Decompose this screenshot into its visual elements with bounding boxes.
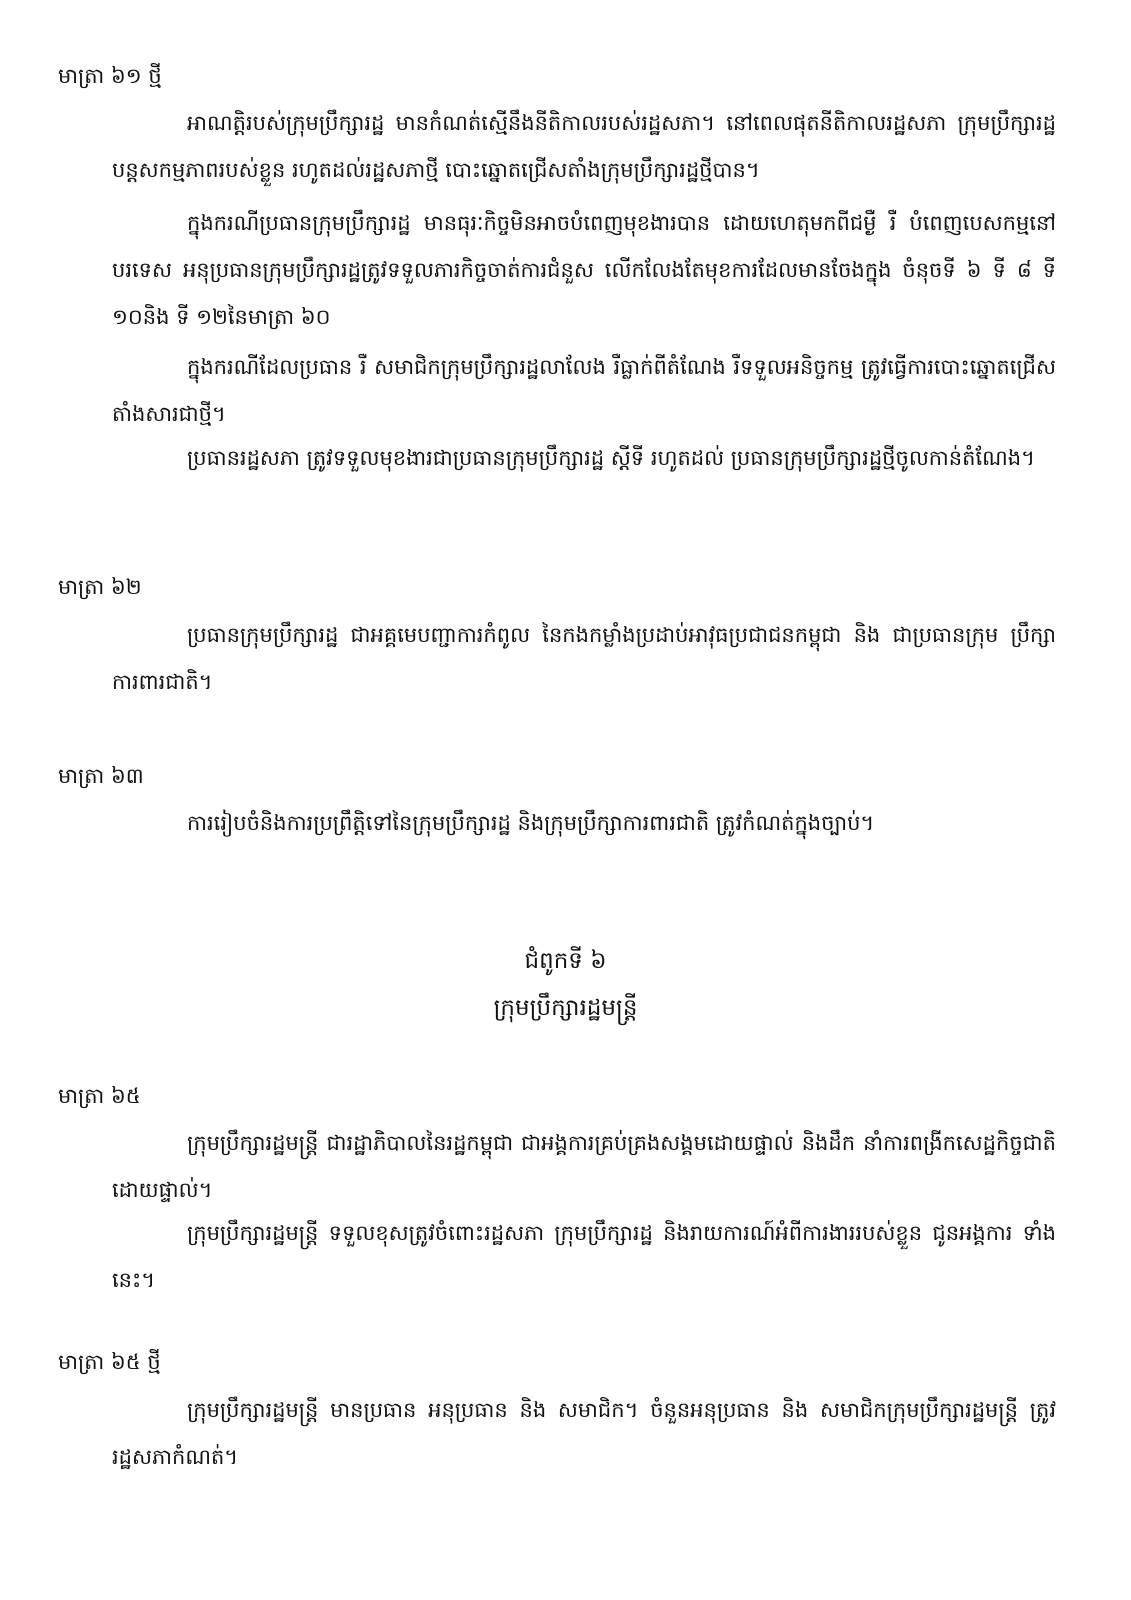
article-65-paragraph-2: ក្រុមប្រឹក្សារដ្ឋមន្ត្រី ទទួលខុសត្រូវចំពោះរដ្ឋសភា ក្រុមប្រឹក្សារដ្ឋ និងរាយការណ៍អំពីការងាររបស់ខ្លួន ជូនអង្គការ ទាំងនេះ។ <box>112 1221 1056 1292</box>
chapter-number: ជំពូកទី ៦ <box>524 948 607 974</box>
article-61-paragraph-1: អាណត្តិរបស់ក្រុមប្រឹក្សារដ្ឋ មានកំណត់ស្មើនឹងនីតិកាលរបស់រដ្ឋសភា។ នៅពេលផុតនីតិកាលរដ្ឋសភា ក្រុមប្រឹក្សារដ្ឋ បន្តសកម្មភាពរបស់ខ្លួន រហូតដល់រដ្ឋសភាថ្មី បោះឆ្នោតជ្រើសតាំងក្រុមប្រឹក្សារដ្ឋថ្មីបាន។ <box>112 111 1056 182</box>
article-61-paragraph-4: ប្រធានរដ្ឋសភា ត្រូវទទួលមុខងារជាប្រធានក្រុមប្រឹក្សារដ្ឋ ស្ដីទី រហូតដល់ ប្រធានក្រុមប្រឹក្សារដ្ឋថ្មីចូលកាន់តំណែង។ <box>187 446 1035 470</box>
chapter-title: ក្រុមប្រឹក្សារដ្ឋមន្ត្រី <box>493 995 638 1021</box>
article-65-new-paragraph-1: ក្រុមប្រឹក្សារដ្ឋមន្ត្រី មានប្រធាន អនុប្រធាន និង សមាជិក។ ចំនួនអនុប្រធាន និង សមាជិកក្រុមប្រឹក្សារដ្ឋមន្ត្រី ត្រូវរដ្ឋសភាកំណត់។ <box>112 1398 1056 1469</box>
article-65-paragraph-1: ក្រុមប្រឹក្សារដ្ឋមន្ត្រី ជារដ្ឋាភិបាលនៃរដ្ឋកម្ពុជា ជាអង្គការគ្រប់គ្រងសង្គមដោយផ្ទាល់ និងដឹក នាំការពង្រីកសេដ្ឋកិច្ចជាតិដោយផ្ទាល់។ <box>112 1131 1056 1202</box>
article-62-paragraph-1: ប្រធានក្រុមប្រឹក្សារដ្ឋ ជាអគ្គមេបញ្ជាការកំពូល នៃកងកម្លាំងប្រដាប់អាវុធប្រជាជនកម្ពុជា និង ជាប្រធានក្រុម ប្រឹក្សាការពារជាតិ។ <box>112 623 1056 694</box>
article-63-heading: មាត្រា ៦៣ <box>58 764 144 788</box>
article-65-new-heading: មាត្រា ៦៥ ថ្មី <box>58 1350 161 1374</box>
article-61-paragraph-2: ក្នុងករណីប្រធានក្រុមប្រឹក្សារដ្ឋ មានធុរៈកិច្ចមិនអាចបំពេញមុខងារបាន ដោយហេតុមកពីជម្ងឺ រឺ បំពេញបេសកម្មនៅបរទេស អនុប្រធានក្រុមប្រឹក្សារដ្ឋត្រូវទទួលភារកិច្ចចាត់ការជំនួស លើកលែងតែមុខការដែលមានចែងក្នុង ចំនុចទី ៦ ទី ៨ ទី ១០និង ទី ១២នៃមាត្រា ៦០ <box>112 211 1056 329</box>
article-61-heading: មាត្រា ៦១ ថ្មី <box>58 64 162 88</box>
article-65-heading: មាត្រា ៦៥ <box>58 1084 141 1108</box>
article-63-paragraph-1: ការរៀបចំនិងការប្រព្រឹត្តិទៅនៃក្រុមប្រឹក្សារដ្ឋ និងក្រុមប្រឹក្សាការពារជាតិ ត្រូវកំណត់ក្នុងច្បាប់។ <box>187 811 875 835</box>
article-61-paragraph-3: ក្នុងករណីដែលប្រធាន រឺ សមាជិកក្រុមប្រឹក្សារដ្ឋលាលែង រឺធ្លាក់ពីតំណែង រឺទទួលអនិច្ចកម្ម ត្រូវធ្វើការបោះឆ្នោតជ្រើសតាំងសារជាថ្មី។ <box>112 355 1056 426</box>
article-62-heading: មាត្រា ៦២ <box>58 575 142 599</box>
